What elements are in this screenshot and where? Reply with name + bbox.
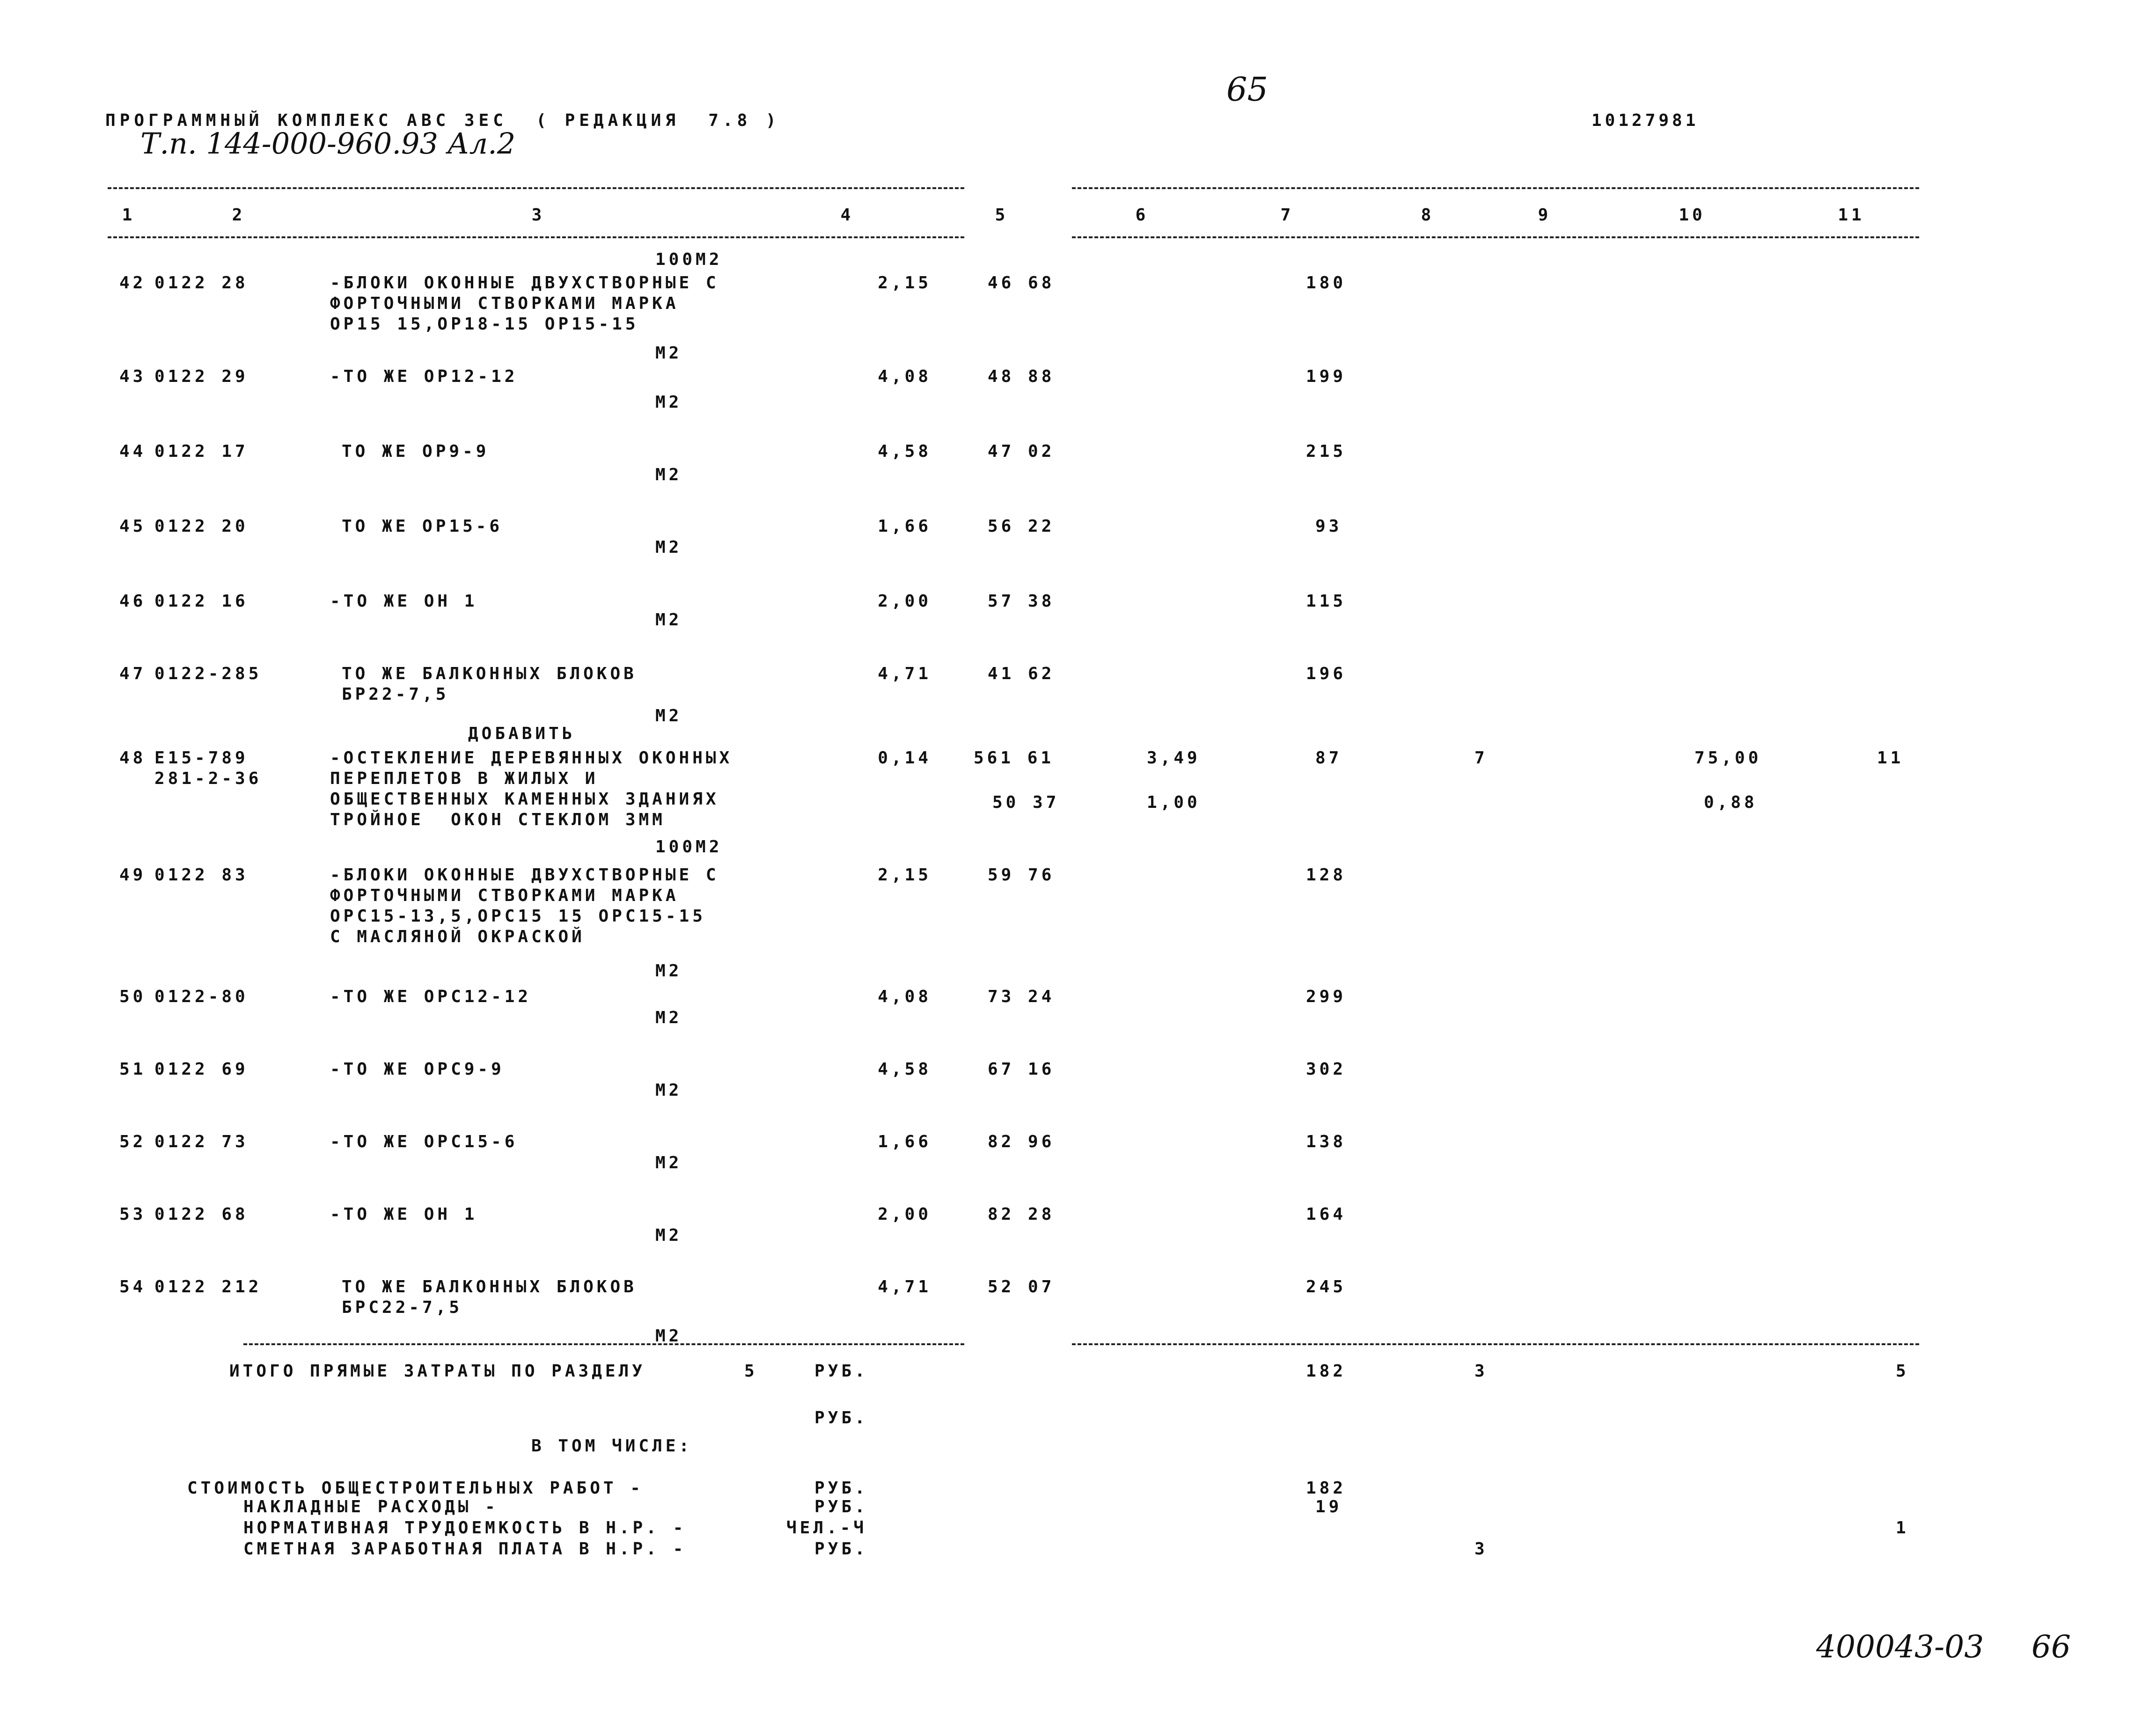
row-unit: М2 <box>655 393 682 412</box>
row-number: 51 <box>119 1060 147 1079</box>
totals-col7: 182 <box>1306 1362 1347 1381</box>
row-unit: М2 <box>655 1008 682 1027</box>
row-description: -ТО ЖЕ ОН 1 <box>330 1205 478 1224</box>
row-col7: 87 <box>1315 748 1342 768</box>
totals-unit-secondary: РУБ. <box>814 1408 868 1428</box>
row-price: 41 62 <box>988 664 1055 683</box>
row-number: 45 <box>119 517 147 536</box>
page-number-handwritten: 65 <box>1226 70 1269 109</box>
totals-rule-right <box>1072 1343 1919 1345</box>
column-number: 5 <box>995 205 1009 225</box>
row-price: 67 16 <box>988 1060 1055 1079</box>
row-quantity: 0,14 <box>878 748 931 768</box>
row-col7: 299 <box>1306 987 1347 1006</box>
column-number: 7 <box>1280 205 1294 225</box>
row-code: 0122 29 <box>154 367 249 386</box>
row-price: 47 02 <box>988 442 1055 461</box>
row-number: 46 <box>119 592 147 611</box>
column-number: 2 <box>232 205 246 225</box>
row-unit: М2 <box>655 1081 682 1100</box>
row-col7: 128 <box>1306 865 1347 885</box>
breakdown-col11: 1 <box>1896 1518 1909 1538</box>
row-quantity: 4,58 <box>878 442 931 461</box>
row-unit: М2 <box>655 961 682 981</box>
row-col7: 164 <box>1306 1205 1347 1224</box>
row-unit: М2 <box>655 1326 682 1346</box>
row-quantity: 4,08 <box>878 367 931 386</box>
row-col6: 3,49 <box>1147 748 1201 768</box>
row-quantity: 2,00 <box>878 592 931 611</box>
row-price: 82 96 <box>988 1132 1055 1151</box>
row-quantity: 2,15 <box>878 865 931 885</box>
totals-rule-left <box>243 1343 964 1345</box>
row-quantity: 4,08 <box>878 987 931 1006</box>
row-number: 47 <box>119 664 147 683</box>
breakdown-unit: РУБ. <box>814 1479 868 1498</box>
project-handwritten: Т.п. 144-000-960.93 Ал.2 <box>140 126 516 161</box>
row-number: 49 <box>119 865 147 885</box>
row-description: -ОСТЕКЛЕНИЕ ДЕРЕВЯННЫХ ОКОННЫХ ПЕРЕПЛЕТОВ В ЖИЛЫХ И ОБЩЕСТВЕННЫХ КАМЕННЫХ ЗДАНИЯХ ТРОЙНОЕ ОКОН СТЕКЛОМ 3ММ <box>330 748 733 829</box>
page-handwritten: 66 <box>2031 1629 2071 1665</box>
row-number: 53 <box>119 1205 147 1224</box>
totals-section-number: 5 <box>744 1362 758 1381</box>
row-unit: М2 <box>655 610 682 630</box>
row-code: 0122 73 <box>154 1132 249 1151</box>
row-description: -ТО ЖЕ ОРС9-9 <box>330 1060 505 1079</box>
row-price-secondary: 50 37 <box>992 793 1060 812</box>
row-quantity: 4,71 <box>878 1277 931 1296</box>
row-col7: 115 <box>1306 592 1347 611</box>
row-unit: М2 <box>655 1226 682 1245</box>
row-number: 54 <box>119 1277 147 1296</box>
doc-code: 10127981 <box>1591 111 1699 130</box>
row-number: 44 <box>119 442 147 461</box>
row-col7: 245 <box>1306 1277 1347 1296</box>
row-col7: 93 <box>1315 517 1342 536</box>
breakdown-label: НАКЛАДНЫЕ РАСХОДЫ - <box>243 1497 499 1516</box>
column-number: 4 <box>840 205 854 225</box>
row-price: 57 38 <box>988 592 1055 611</box>
row-description: -БЛОКИ ОКОННЫЕ ДВУХСТВОРНЫЕ С ФОРТОЧНЫМИ СТВОРКАМИ МАРКА ОРС15-13,5,ОРС15 15 ОРС15-15 С МАСЛЯНОЙ ОКРАСКОЙ <box>330 865 719 946</box>
breakdown-label: СМЕТНАЯ ЗАРАБОТНАЯ ПЛАТА В Н.Р. - <box>243 1539 687 1559</box>
row-number: 52 <box>119 1132 147 1151</box>
row-col8: 7 <box>1474 748 1488 768</box>
row-quantity: 4,71 <box>878 664 931 683</box>
row-col7: 180 <box>1306 273 1347 293</box>
breakdown-unit: ЧЕЛ.-Ч <box>786 1518 867 1538</box>
unit-above: 100М2 <box>655 250 723 269</box>
row-code: 0122 83 <box>154 865 249 885</box>
row-price: 48 88 <box>988 367 1055 386</box>
row-col7: 215 <box>1306 442 1347 461</box>
row-description: -ТО ЖЕ ОРС15-6 <box>330 1132 518 1151</box>
row-quantity: 1,66 <box>878 517 931 536</box>
breakdown-col7: 182 <box>1306 1479 1347 1498</box>
column-number: 6 <box>1135 205 1149 225</box>
row-col11: 11 <box>1877 748 1904 768</box>
row-code: 0122 212 <box>154 1277 262 1296</box>
column-number: 11 <box>1838 205 1865 225</box>
row-description: -БЛОКИ ОКОННЫЕ ДВУХСТВОРНЫЕ С ФОРТОЧНЫМИ СТВОРКАМИ МАРКА ОР15 15,ОР18-15 ОР15-15 <box>330 273 719 334</box>
row-col6-secondary: 1,00 <box>1147 793 1201 812</box>
unit-above: 100М2 <box>655 837 723 857</box>
row-description: ТО ЖЕ БАЛКОННЫХ БЛОКОВ БР22-7,5 <box>342 664 637 704</box>
row-quantity: 1,66 <box>878 1132 931 1151</box>
breakdown-label: НОРМАТИВНАЯ ТРУДОЕМКОСТЬ В Н.Р. - <box>243 1518 687 1538</box>
header-rule-bottom-left <box>108 236 964 238</box>
unit-above: ДОБАВИТЬ <box>468 724 576 743</box>
column-number: 9 <box>1538 205 1552 225</box>
row-number: 42 <box>119 273 147 293</box>
row-quantity: 2,15 <box>878 273 931 293</box>
row-price: 59 76 <box>988 865 1055 885</box>
row-code: 0122 20 <box>154 517 249 536</box>
row-price: 73 24 <box>988 987 1055 1006</box>
row-number: 48 <box>119 748 147 768</box>
totals-unit: РУБ. <box>814 1362 868 1381</box>
row-col7: 302 <box>1306 1060 1347 1079</box>
row-code: 0122 28 <box>154 273 249 293</box>
row-code: 0122 69 <box>154 1060 249 1079</box>
row-unit: М2 <box>655 465 682 484</box>
row-quantity: 2,00 <box>878 1205 931 1224</box>
breakdown-unit: РУБ. <box>814 1497 868 1516</box>
row-number: 43 <box>119 367 147 386</box>
totals-label: ИТОГО ПРЯМЫЕ ЗАТРАТЫ ПО РАЗДЕЛУ <box>229 1362 645 1381</box>
row-code: 0122 17 <box>154 442 249 461</box>
row-price: 561 61 <box>974 748 1055 768</box>
breakdown-unit: РУБ. <box>814 1539 868 1559</box>
totals-col8: 3 <box>1474 1362 1488 1381</box>
breakdown-col7: 19 <box>1315 1497 1342 1516</box>
breakdown-label: СТОИМОСТЬ ОБЩЕСТРОИТЕЛЬНЫХ РАБОТ - <box>187 1479 644 1498</box>
header-rule-top-left <box>108 187 964 189</box>
row-col10: 75,00 <box>1694 748 1762 768</box>
row-unit: М2 <box>655 706 682 725</box>
row-price: 82 28 <box>988 1205 1055 1224</box>
row-unit: М2 <box>655 344 682 363</box>
row-quantity: 4,58 <box>878 1060 931 1079</box>
program-line: ПРОГРАММНЫЙ КОМПЛЕКС АВС ЗЕС ( РЕДАКЦИЯ 7.8 ) <box>105 111 780 130</box>
row-description: ТО ЖЕ ОР9-9 <box>342 442 490 461</box>
row-unit: М2 <box>655 538 682 557</box>
row-price: 56 22 <box>988 517 1055 536</box>
row-description: -ТО ЖЕ ОР12-12 <box>330 367 518 386</box>
row-code: 0122-285 <box>154 664 262 683</box>
stamp-handwritten: 400043-03 <box>1816 1629 1984 1665</box>
row-col7: 196 <box>1306 664 1347 683</box>
row-number: 50 <box>119 987 147 1006</box>
row-code: 0122 16 <box>154 592 249 611</box>
column-number: 10 <box>1679 205 1706 225</box>
header-rule-bottom-right <box>1072 236 1919 238</box>
breakdown-col8: 3 <box>1474 1539 1488 1559</box>
row-description: ТО ЖЕ ОР15-6 <box>342 517 503 536</box>
including-heading: В ТОМ ЧИСЛЕ: <box>531 1436 693 1456</box>
row-description: ТО ЖЕ БАЛКОННЫХ БЛОКОВ БРС22-7,5 <box>342 1277 637 1317</box>
row-col10-secondary: 0,88 <box>1704 793 1758 812</box>
column-number: 8 <box>1421 205 1435 225</box>
row-price: 52 07 <box>988 1277 1055 1296</box>
column-number: 1 <box>122 205 136 225</box>
totals-col11: 5 <box>1896 1362 1909 1381</box>
row-col7: 199 <box>1306 367 1347 386</box>
row-description: -ТО ЖЕ ОН 1 <box>330 592 478 611</box>
row-code: 0122 68 <box>154 1205 249 1224</box>
row-code: 0122-80 <box>154 987 249 1006</box>
row-code: Е15-789 281-2-36 <box>154 748 262 788</box>
row-col7: 138 <box>1306 1132 1347 1151</box>
column-number: 3 <box>531 205 545 225</box>
row-description: -ТО ЖЕ ОРС12-12 <box>330 987 532 1006</box>
header-rule-top-right <box>1072 187 1919 189</box>
row-unit: М2 <box>655 1153 682 1172</box>
row-price: 46 68 <box>988 273 1055 293</box>
